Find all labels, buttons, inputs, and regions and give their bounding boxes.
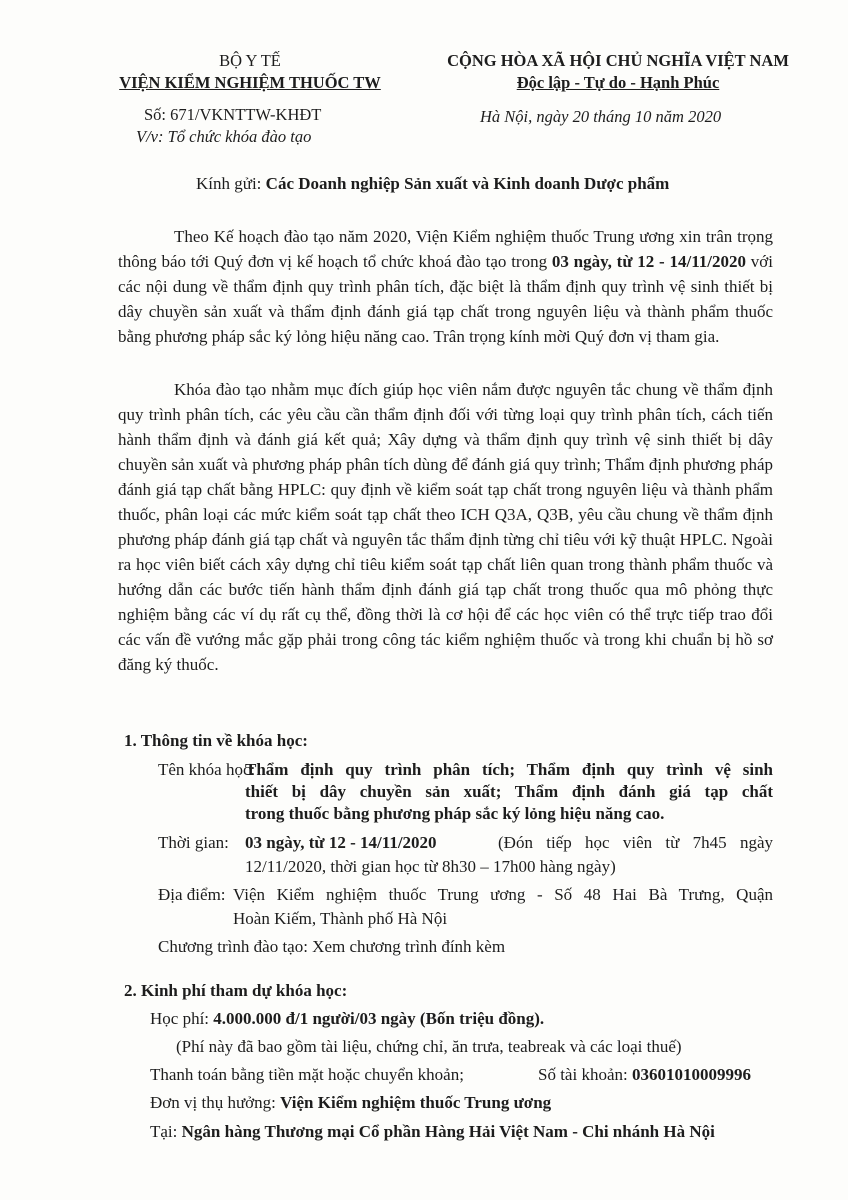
document-date: Hà Nội, ngày 20 tháng 10 năm 2020 bbox=[480, 107, 722, 126]
intro-text-a: Theo Kế hoạch đào tạo năm 2020, Viện Kiểm nghiệm thuốc Trung ương xin trân trọng thông báo tới Quý đơn vị kế hoạch tổ chức khoá đào tạo trong bbox=[118, 227, 773, 271]
institute-name: VIỆN KIỂM NGHIỆM THUỐC TW bbox=[119, 73, 381, 92]
fee-row bbox=[150, 1009, 544, 1029]
fee-value: 4.000.000 đ/1 người/03 ngày (Bốn triệu đồng). bbox=[213, 1009, 545, 1028]
account-number: 03601010009996 bbox=[631, 1065, 751, 1084]
salutation bbox=[196, 174, 669, 194]
course-label: Tên khóa học: bbox=[158, 760, 256, 779]
time-note-line-2: 12/11/2020, thời gian học từ 8h30 – 17h00 hàng ngày) bbox=[245, 857, 616, 876]
course-name-line-2: thiết bị dây chuyền sản xuất; Thẩm định đánh giá tạp chất bbox=[245, 782, 773, 801]
beneficiary-label: Đơn vị thụ hưởng: bbox=[150, 1093, 276, 1112]
time-note-line-1: (Đón tiếp học viên từ 7h45 ngày bbox=[498, 833, 773, 852]
intro-paragraph bbox=[118, 224, 773, 349]
intro-text-c: với các nội dung về thẩm định quy trình phân tích, đặc biệt là thẩm định quy trình vệ sinh thiết bị dây chuyền sản xuất và thẩm định đánh giá tạp chất trong nguyên liệu và thành phẩm thuốc bằng phương pháp sắc ký lỏng hiệu năng cao. Trân trọng kính mời Quý đơn vị tham gia. bbox=[118, 252, 773, 346]
course-name-line-3: trong thuốc bằng phương pháp sắc ký lỏng hiệu năng cao. bbox=[245, 804, 665, 823]
account-row bbox=[538, 1065, 751, 1085]
time-label: Thời gian: bbox=[158, 833, 229, 852]
fee-note: (Phí này đã bao gồm tài liệu, chứng chỉ, ăn trưa, teabreak và các loại thuế) bbox=[176, 1037, 682, 1056]
nation-title: CỘNG HÒA XÃ HỘI CHỦ NGHĨA VIỆT NAM bbox=[447, 51, 789, 70]
place-label: Địa điểm: bbox=[158, 885, 226, 904]
account-label: Số tài khoản: bbox=[538, 1065, 628, 1084]
bank-row bbox=[150, 1122, 715, 1142]
document-number: Số: 671/VKNTTW-KHĐT bbox=[144, 105, 322, 124]
nation-motto: Độc lập - Tự do - Hạnh Phúc bbox=[516, 73, 720, 92]
nation-block bbox=[418, 50, 818, 126]
section1-heading: 1. Thông tin về khóa học: bbox=[124, 731, 308, 750]
salutation-recipient: Các Doanh nghiệp Sản xuất và Kinh doanh Dược phẩm bbox=[265, 174, 670, 193]
beneficiary-value: Viện Kiểm nghiệm thuốc Trung ương bbox=[280, 1093, 552, 1112]
issuer-block bbox=[100, 50, 400, 146]
document-subject: V/v: Tổ chức khóa đào tạo bbox=[136, 127, 312, 146]
beneficiary-row bbox=[150, 1093, 551, 1113]
course-name-line-1: Thẩm định quy trình phân tích; Thẩm định quy trình vệ sinh bbox=[245, 760, 773, 779]
place-line-2: Hoàn Kiếm, Thành phố Hà Nội bbox=[233, 909, 448, 928]
bank-label: Tại: bbox=[150, 1122, 178, 1141]
salutation-label: Kính gửi: bbox=[196, 174, 262, 193]
bank-value: Ngân hàng Thương mại Cổ phần Hàng Hải Việt Nam - Chi nhánh Hà Nội bbox=[181, 1122, 715, 1141]
place-line-1: Viện Kiểm nghiệm thuốc Trung ương - Số 48 Hai Bà Trưng, Quận bbox=[233, 885, 773, 904]
section2-heading: 2. Kinh phí tham dự khóa học: bbox=[124, 981, 348, 1000]
time-value: 03 ngày, từ 12 - 14/11/2020 bbox=[245, 833, 437, 852]
intro-text-dates: 03 ngày, từ 12 - 14/11/2020 bbox=[551, 252, 746, 271]
payment-method: Thanh toán bằng tiền mặt hoặc chuyển khoản; bbox=[150, 1065, 464, 1084]
fee-label: Học phí: bbox=[150, 1009, 210, 1028]
program-row: Chương trình đào tạo: Xem chương trình đính kèm bbox=[158, 937, 506, 956]
purpose-paragraph: Khóa đào tạo nhằm mục đích giúp học viên nắm được nguyên tắc chung về thẩm định quy trình phân tích, các yêu cầu cần thẩm định đối với từng loại quy trình phân tích, cách tiến hành thẩm định và đánh giá kết quả; Xây dựng và thẩm định quy trình vệ sinh thiết bị dây chuyền sản xuất và phương pháp phân tích dùng để đánh giá quy trình; Thẩm định phương pháp đánh giá tạp chất bằng HPLC: quy định về kiểm soát tạp chất trong nguyên liệu và thành phẩm thuốc, phân loại các mức kiểm soát tạp chất theo ICH Q3A, Q3B, yêu cầu chung về thẩm định phương pháp đánh giá tạp chất và nguyên tắc thẩm định từng chỉ tiêu với kỹ thuật HPLC. Ngoài ra học viên biết cách xây dựng chỉ tiêu kiểm soát tạp chất liên quan trong thành phẩm thuốc và hướng dẫn các bước tiến hành thẩm định đánh giá tạp chất trong thuốc qua mô phỏng thực nghiệm bằng các ví dụ rất cụ thể, đồng thời là cơ hội để các học viên có thể trực tiếp trao đổi các vấn đề vướng mắc gặp phải trong công tác kiểm nghiệm thuốc và trong khi chuẩn bị hồ sơ đăng ký thuốc. bbox=[118, 380, 773, 674]
ministry-name: BỘ Y TẾ bbox=[219, 51, 281, 70]
